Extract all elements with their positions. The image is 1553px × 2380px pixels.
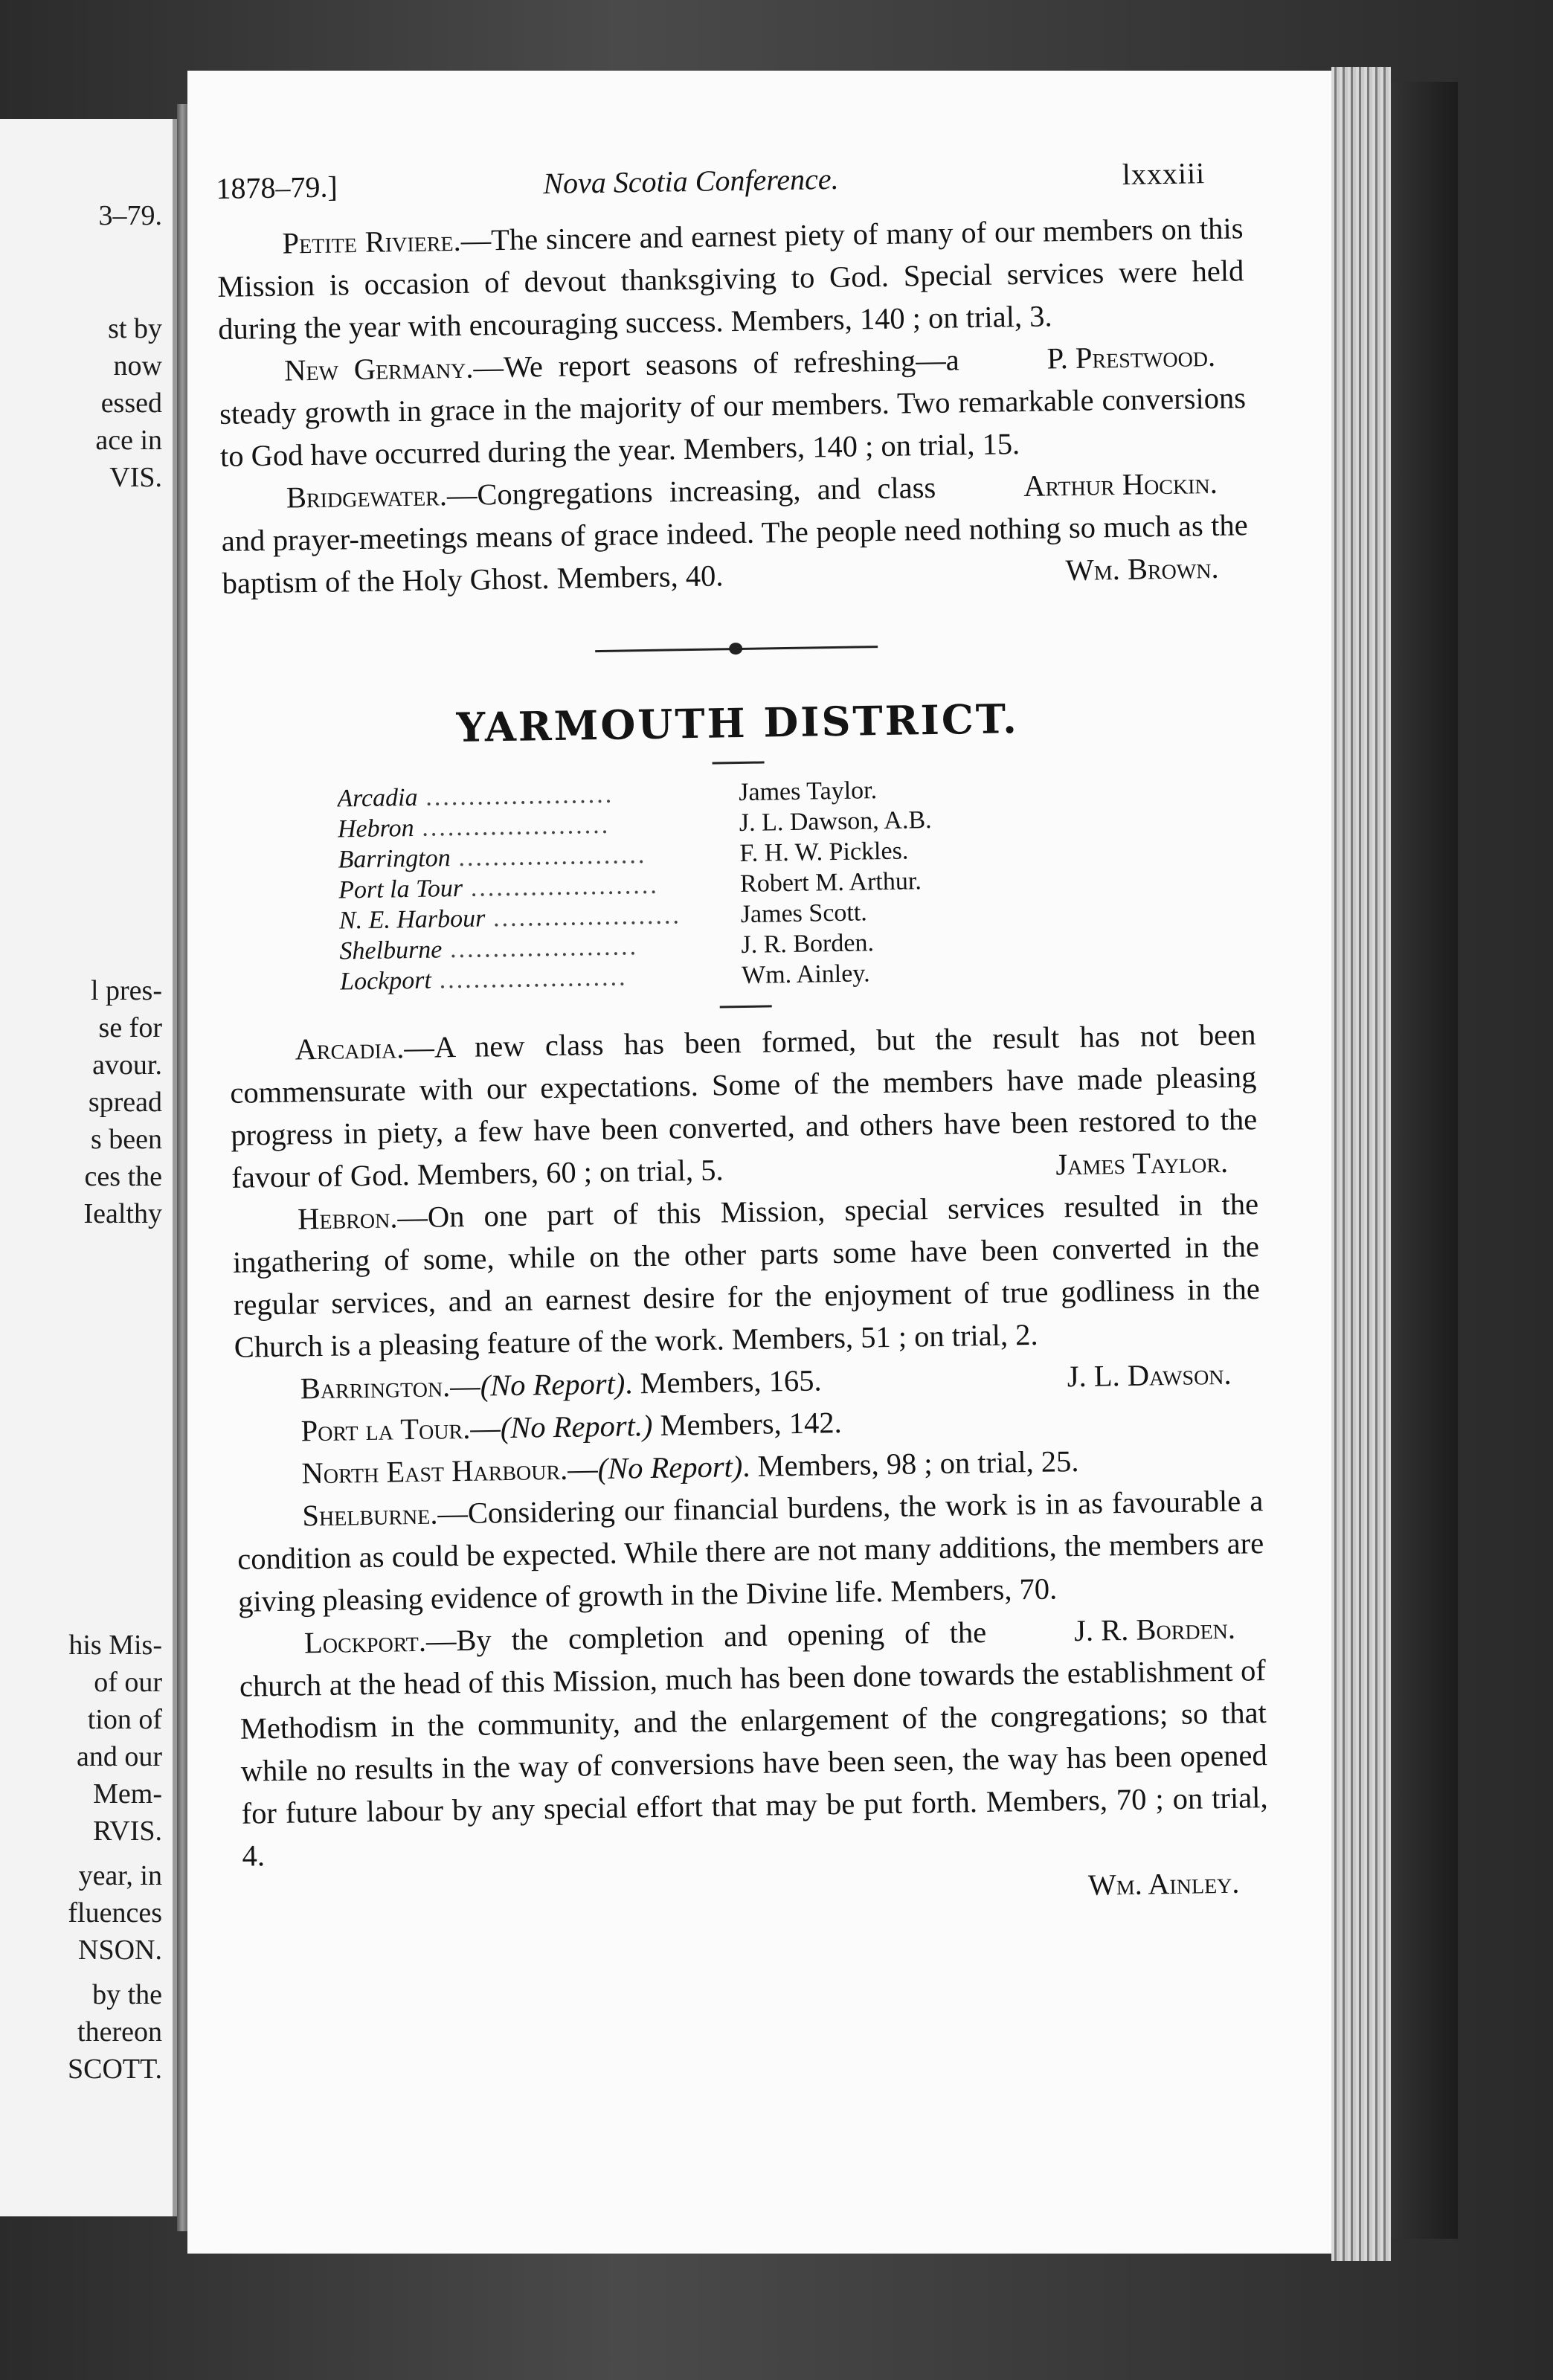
left-fragment: avour. (92, 1049, 162, 1081)
left-fragment: fluences (68, 1897, 162, 1929)
left-fragment: NSON. (78, 1934, 162, 1966)
no-report-note: (No Report.) (500, 1408, 653, 1445)
divider (720, 1005, 772, 1008)
left-fragment: by the (92, 1979, 162, 2010)
station-place: Barrington (338, 844, 451, 874)
ornamental-rule (595, 639, 878, 658)
left-fragment: l pres- (90, 975, 162, 1006)
left-fragment: SCOTT. (67, 2053, 162, 2085)
report-text: . Members, 98 ; on trial, 25. (742, 1444, 1079, 1484)
left-fragment: 3–79. (98, 200, 162, 231)
report-text: —On one part of this Mission, special services resulted in the ingathering of some, while on the other parts some have been converted in the regular services, and an earnest desire for the enjoyment of true godliness in the Church is a pleasing feature of the work. Members, 51 ; on trial, 2. (232, 1187, 1261, 1364)
report-text: —Considering our financial burdens, the work is in as favourable a condition as could be expected. While there are not many additions, the members are giving pleasing evidence of growth in the Divine life. Members, 70. (237, 1484, 1264, 1618)
no-report-note: (No Report) (597, 1450, 743, 1486)
station-row: Lockport ...................... Wm. Ainley. (340, 957, 934, 997)
station-row: Barrington ...................... F. H. W. Pickles. (338, 835, 932, 875)
left-fragment: thereon (77, 2016, 162, 2048)
left-fragment: RVIS. (92, 1815, 162, 1847)
station-place: Lockport (339, 966, 432, 996)
report-lockport (239, 1606, 1269, 1877)
report-text: —We report seasons of refreshing—a steady growth in grace in the majority of our members. Two remarkable conversions to God have occurred during the year. Members, 140 ; on trial, 15. (219, 343, 1247, 473)
report-text: —Congregations increasing, and class and prayer-meetings means of grace indeed. The people need nothing so much as the baptism of the Holy Ghost. Members, 40. (221, 470, 1248, 600)
left-fragment: se for (98, 1012, 162, 1043)
page-content (216, 155, 1270, 1919)
report-signature: James Taylor. (1055, 1145, 1229, 1182)
report-name: Petite Riviere. (282, 223, 461, 260)
previous-page-fragment (0, 119, 177, 2216)
station-row: N. E. Harbour ...................... James Scott. (339, 896, 933, 936)
report-text: . Members, 165. (624, 1363, 822, 1400)
station-minister: James Scott. (740, 898, 868, 929)
dash: — (449, 1368, 481, 1403)
left-fragment: Iealthy (83, 1198, 162, 1229)
report-name: Barrington. (300, 1369, 451, 1406)
station-row: Hebron ...................... J. L. Dawson, A.B. (337, 805, 932, 843)
book-cover-edge (1391, 82, 1458, 2239)
station-minister: J. R. Borden. (741, 929, 875, 959)
no-report-note: (No Report) (480, 1366, 626, 1403)
left-fragment: ces the (84, 1161, 162, 1192)
report-name: Lockport. (303, 1624, 427, 1660)
report-signature: Wm. Brown. (1065, 550, 1219, 588)
header-title: Nova Scotia Conference. (542, 161, 839, 201)
station-minister: F. H. W. Pickles. (739, 837, 909, 868)
report-name: Hebron. (297, 1200, 398, 1236)
left-fragment: now (113, 350, 162, 382)
report-signature: Arthur Hockin. (1023, 466, 1218, 503)
station-place: Shelburne (339, 936, 443, 965)
header-year: 1878–79.] (216, 170, 338, 205)
report-text: —The sincere and earnest piety of many of our members on this Mission is occasion of devout thanksgiving to God. Special services were held during the year with encouraging success. Members, 140 ; on trial, 3. (217, 211, 1244, 346)
left-fragment: year, in (78, 1860, 162, 1891)
report-name: New Germany. (283, 350, 474, 387)
page-edges (1331, 67, 1391, 2261)
station-minister: James Taylor. (738, 776, 878, 807)
left-fragment: spread (88, 1087, 162, 1118)
report-name: Bridgewater. (286, 478, 448, 515)
dash: — (567, 1452, 599, 1486)
left-fragment: essed (100, 387, 162, 419)
station-place: Hebron (337, 814, 414, 843)
report-text: —By the completion and opening of the church at the head of this Mission, much has been done towards the establishment of Methodism in the community, and the enlargement of the congregations; so that while no results in the way of conversions have been seen, the way has been opened for future labour by any special effort that may be put forth. Members, 70 ; on trial, 4. (239, 1615, 1268, 1873)
report-text: —A new class has been formed, but the result has not been commensurate with our expectations. Some of the members have made pleasing progress in piety, a few have been converted, and others have been restored to the favour of God. Members, 60 ; on trial, 5. (230, 1017, 1258, 1194)
left-fragment: of our (94, 1667, 162, 1698)
dash: — (469, 1411, 501, 1445)
left-fragment: tion of (87, 1704, 162, 1735)
left-fragment: and our (76, 1741, 162, 1772)
station-minister: Robert M. Arthur. (739, 867, 922, 898)
station-minister: Wm. Ainley. (741, 959, 870, 990)
left-fragment: VIS. (109, 462, 162, 493)
stations-table (337, 774, 934, 997)
station-place: N. E. Harbour (338, 904, 486, 935)
report-name: Shelburne. (302, 1496, 438, 1533)
report-name: North East Harbour. (301, 1452, 568, 1490)
report-bridgewater (220, 461, 1249, 605)
station-row: Arcadia ...................... James Taylor. (337, 774, 931, 814)
station-place: Port la Tour (338, 874, 463, 904)
report-signature: P. Prestwood. (1046, 338, 1216, 376)
station-place: Arcadia (336, 783, 418, 813)
report-name: Port la Tour. (300, 1411, 471, 1448)
station-row: Shelburne ...................... J. R. Borden. (339, 927, 933, 967)
left-fragment: Mem- (93, 1778, 162, 1810)
report-signature: J. R. Borden. (1073, 1611, 1236, 1648)
divider (713, 762, 765, 765)
report-signature: Wm. Ainley. (1087, 1865, 1240, 1902)
station-minister: J. L. Dawson, A.B. (739, 805, 932, 837)
report-name: Arcadia. (295, 1031, 405, 1067)
left-fragment: ace in (95, 425, 162, 456)
book-gutter (177, 104, 187, 2231)
left-fragment: s been (90, 1124, 162, 1155)
report-arcadia (229, 1013, 1258, 1199)
district-title: YARMOUTH DISTRICT. (456, 695, 1020, 752)
station-row: Port la Tour ...................... Robert M. Arthur. (338, 866, 933, 906)
report-signature: J. L. Dawson. (1067, 1357, 1232, 1394)
page-number: lxxxiii (1122, 156, 1206, 191)
report-text: Members, 142. (652, 1405, 842, 1442)
left-fragment: st by (108, 313, 162, 344)
left-fragment: his Mis- (68, 1630, 162, 1661)
